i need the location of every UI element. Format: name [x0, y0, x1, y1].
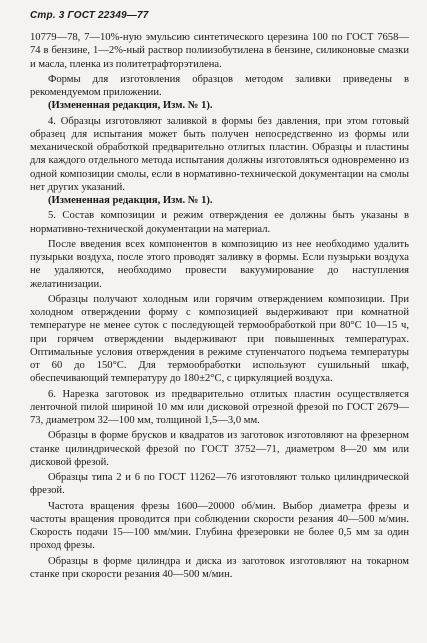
page-header: Стр. 3 ГОСТ 22349—77: [30, 10, 149, 21]
document-body: [30, 31, 409, 581]
paragraph-specimen-types: Образцы типа 2 и 6 по ГОСТ 11262—76 изготовляют только цилиндрической фрезой.: [30, 472, 409, 497]
paragraph-clause-4: 4. Образцы изготовляют заливкой в формы без давления, при этом готовый образец для испытания может быть получен непосредственно из формы или механической обработкой предварительно отлитых пластин. Образцы и пластины для каждого отдельного метода испытания должны изготовляться одновременно из одной композиции смолы, если в нормативно-технической документации на смолы нет других указаний.: [30, 115, 409, 193]
paragraph-clause-5: 5. Состав композиции и режим отверждения ее должны быть указаны в нормативно-технической документации на материал.: [30, 210, 409, 235]
paragraph-milling-bars: Образцы в форме брусков и квадратов из заготовок изготовляют на фрезерном станке цилиндрической фрезой по ГОСТ 3752—71, диаметром 8—20 мм или дисковой фрезой.: [30, 430, 409, 468]
paragraph-cutter-speed: Частота вращения фрезы 1600—20000 об/мин. Выбор диаметра фрезы и частоты вращения проводится при соблюдении скорости резания 40—500 м/мин. Скорость подачи 15—100 мм/мин. Глубина фрезеровки не более 0,5 мм за один проход фрезы.: [30, 500, 409, 552]
paragraph-lathe: Образцы в форме цилиндра и диска из заготовок изготовляют на токарном станке при скорости резания 40—500 м/мин.: [30, 555, 409, 580]
paragraph-2: Формы для изготовления образцов методом заливки приведены в рекомендуемом приложении.: [30, 73, 409, 98]
amendment-note-1: (Измененная редакция, Изм. № 1).: [48, 100, 213, 112]
paragraph-1: 10779—78, 7—10%-ную эмульсию синтетического церезина 100 по ГОСТ 7658—74 в бензине, 1—2%-ный раствор полиизобутилена в бензине, силиконовые смазки и масла, пленка из политетрафторэтилена.: [30, 32, 409, 70]
paragraph-curing: Образцы получают холодным или горячим отверждением композиции. При холодном отверждении форму с композицией выдерживают при комнатной температуре не менее суток с последующей термообработкой при 80°С 10—15 ч, при горячем отверждении выдерживают при повышенных температурах. Оптимальные условия отверждения в режиме ступенчатого подъема температуры от 60 до 150°С. Для термообработки используют сушильный шкаф, обеспечивающий температуру до 180±2°С, с циркуляцией воздуха.: [30, 293, 409, 385]
paragraph-air-bubbles: После введения всех компонентов в композицию из нее необходимо удалить пузырьки воздуха, после этого проводят заливку в формы. Если пузырьки воздуха не удаляются, необходимо провести вакуумирование до наступления желатинизации.: [30, 238, 409, 290]
paragraph-clause-6: 6. Нарезка заготовок из предварительно отлитых пластин осуществляется ленточной пилой шириной 10 мм или дисковой отрезной фрезой по ГОСТ 2679—73, диаметром 32—100 мм, толщиной 1,5—3,0 мм.: [30, 388, 409, 426]
amendment-note-2: (Измененная редакция, Изм. № 1).: [48, 195, 213, 206]
